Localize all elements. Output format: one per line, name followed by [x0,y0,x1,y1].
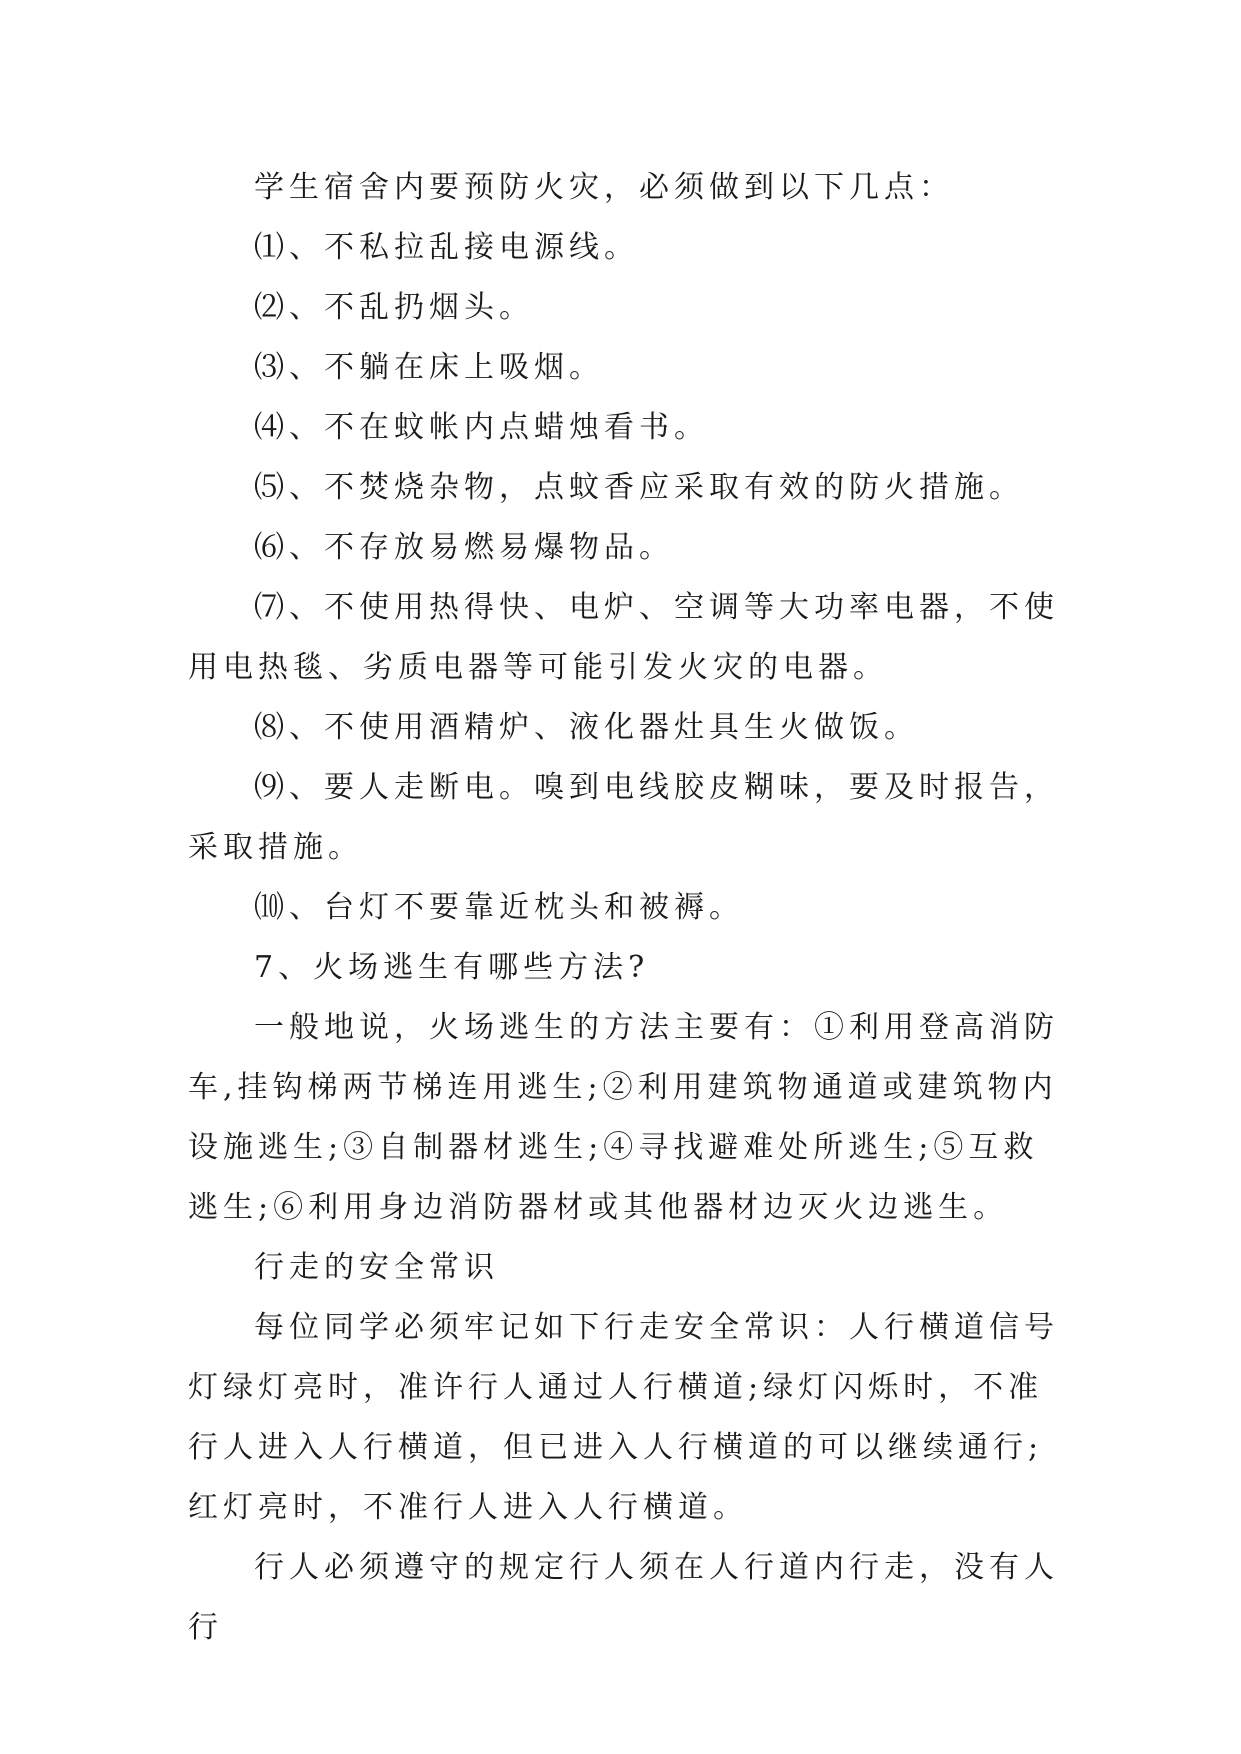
list-item-2: ⑵、不乱扔烟头。 [254,290,534,325]
list-item-9: ⑼、要人走断电。嗅到电线胶皮糊味，要及时报告，采取措施。 [188,770,1059,865]
list-item-10: ⑽、台灯不要靠近枕头和被褥。 [254,890,744,925]
paragraph-fire-escape-methods: 一般地说，火场逃生的方法主要有：①利用登高消防车,挂钩梯两节梯连用逃生;②利用建筑物通道或建筑物内设施逃生;③自制器材逃生;④寻找避难处所逃生;⑤互救逃生;⑥利用身边消防器材或其他器材边灭火边逃生。 [188,1010,1059,1225]
list-item-4: ⑷、不在蚊帐内点蜡烛看书。 [254,410,709,445]
list-item-6: ⑹、不存放易燃易爆物品。 [254,530,674,565]
list-item-7: ⑺、不使用热得快、电炉、空调等大功率电器，不使用电热毯、劣质电器等可能引发火灾的电器。 [188,590,1059,685]
list-item-1: ⑴、不私拉乱接电源线。 [254,230,639,265]
paragraph-pedestrian-rules: 行人必须遵守的规定行人须在人行道内行走，没有人行 [188,1550,1059,1645]
document-body [188,158,1068,1658]
list-item-8: ⑻、不使用酒精炉、液化器灶具生火做饭。 [254,710,919,745]
list-item-5: ⑸、不焚烧杂物，点蚊香应采取有效的防火措施。 [254,470,1024,505]
paragraph-walking-safety: 每位同学必须牢记如下行走安全常识：人行横道信号灯绿灯亮时，准许行人通过人行横道;绿灯闪烁时，不准行人进入人行横道，但已进入人行横道的可以继续通行;红灯亮时，不准行人进入人行横道。 [188,1310,1059,1525]
paragraph-dorm-fire-intro: 学生宿舍内要预防火灾，必须做到以下几点： [254,170,954,205]
section-heading-walking-safety: 行走的安全常识 [254,1250,499,1285]
list-item-3: ⑶、不躺在床上吸烟。 [254,350,604,385]
section-heading-fire-escape: 7、火场逃生有哪些方法? [254,950,650,985]
